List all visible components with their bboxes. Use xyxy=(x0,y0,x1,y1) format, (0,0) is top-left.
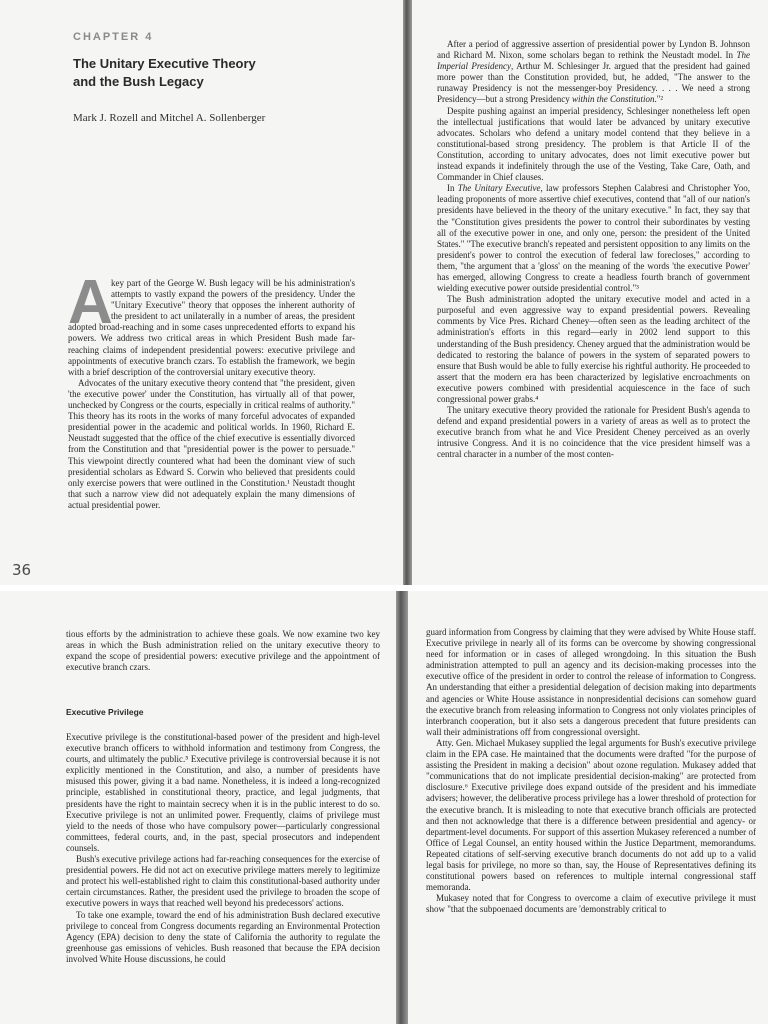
body-paragraph: Executive privilege is the constitutional-based power of the president and high-level executive branch officers to withhold information and testimony from Congress, the courts, and ultimately the public.⁵ Executive privilege is controversial because it is not explicitly mentioned in the Constitution, and also, a number of presidents have misused this power, giving it a bad name. Nonetheless, it is indeed a long-recognized principle, established in constitutional theory, practice, and legal judgments, that presidents have the right to maintain secrecy when it is in the public interest to do so. Executive privilege is not an unlimited power. Frequently, claims of privilege must yield to the needs of those who have compulsory power—particularly congressional committees, federal courts, and, in the past, special prosecutors and independent counsels. xyxy=(66,732,380,853)
page-bottom-right xyxy=(408,591,768,1024)
bottom-right-body xyxy=(426,627,756,915)
body-paragraph: guard information from Congress by claiming that they were advised by White House staff. Executive privilege in nearly all of its forms can be overcome by showing congressional need for information or in cases of alleged wrongdoing. In this situation the Bush administration attempted to pull an agency and its decision-making processes into the executive office of the president in order to control the release of information to Congress. An understanding that either a presidential delegation of decision making into departments and agencies or White House assistance in nonpresidential decisions can somehow guard the executive branch from releasing information to Congress not only violates principles of interbranch cooperation, but it also sets a dangerous precedent that future presidents can wall their administrations off from congressional oversight. xyxy=(426,627,756,737)
section-heading: Executive Privilege xyxy=(66,707,144,717)
paragraph-text: key part of the George W. Bush legacy will be his administration's attempts to vastly expand the powers of the presidency. Under the "Unitary Executive" theory that opposes the inherent authority of the president to act unilaterally in a number of areas, the president adopted broad-reaching and in some cases unprecedented efforts to expand his powers. We address two critical areas in which President Bush made far-reaching claims of independent presidential powers: executive privilege and appointments of executive branch czars. To establish the framework, we begin with a brief description of the controversial unitary executive theory. xyxy=(68,278,355,377)
paragraph-text: , law professors Stephen Calabresi and Christopher Yoo, leading proponents of more assertive chief executives, contend that "all of our nation's presidents have believed in the theory of the unitary executive." In fact, they say that the "Constitution gives presidents the power to control their subordinates by vesting all of the executive power in one, and only one, person: the president of the United States." "The executive branch's repeated and persistent opposition to any limits on the president's power to control the execution of federal law forecloses," according to them, "the argument that a 'gloss' on the meaning of the words 'the executive Power' has emerged, allowing Congress to create a headless fourth branch of government wielding executive power outside presidential control."³ xyxy=(437,183,750,294)
top-right-body xyxy=(437,39,750,461)
paragraph-text: , Arthur M. Schlesinger Jr. argued that the president had gained more power than the Constitution provided, but, he added, "The answer to the runaway Presidency is not the messenger-boy Presidency. . . . We need a strong Presidency—but a strong Presidency xyxy=(437,61,750,105)
book-title: The Unitary Executive xyxy=(457,183,541,194)
top-left-body xyxy=(68,278,355,511)
body-paragraph: To take one example, toward the end of his administration Bush declared executive privilege to conceal from Congress documents regarding an Environmental Protection Agency (EPA) decision to deny the state of California the authority to regulate the greenhouse gas emissions of vehicles. Bush reasoned that because the EPA decision involved White House discussions, he could xyxy=(66,909,380,964)
body-paragraph: Atty. Gen. Michael Mukasey supplied the legal arguments for Bush's executive privilege claim in the EPA case. He maintained that the documents were drafted "for the purpose of assisting the President in making a decision" about ozone regulation. Mukasey added that "communications that do not implicate presidential decision-making" are protected from disclosure.⁶ Executive privilege does expand outside of the president and his immediate advisers; however, the deliberative process privilege has a lower threshold of protection for the executive branch. It is misleading to note that executive branch officials are protected and then not acknowledge that there is a difference between presidential and agency- or department-level documents. For support of this assertion Mukasey referenced a number of Office of Legal Counsel, an entity housed within the Justice Department, memorandums. Repeated citations of self-serving executive branch documents do not add up to a valid legal basis for privilege, no more so than, say, the House of Representatives defining its constitutional powers based on references to multiple internal congressional staff memoranda. xyxy=(426,737,756,893)
body-paragraph: Bush's executive privilege actions had far-reaching consequences for the exercise of presidential powers. He did not act on executive privilege matters merely to legitimize and protect his well-established right to claim this constitutional-based authority under certain circumstances. Rather, the president used the privilege to broaden the scope of executive powers in ways that reached well beyond his predecessors' actions. xyxy=(66,854,380,909)
body-paragraph: The Bush administration adopted the unitary executive model and acted in a purposeful and even aggressive way to expand presidential powers. Revealing comments by Vice Pres. Richard Cheney—often seen as the leading architect of the administration's efforts in this regard—early in 2002 lend support to this understanding of the Bush presidency. Cheney argued that the administration would be dedicated to restoring the balance of powers in the system of separated powers to ensure that Bush would be able to fully exercise his rightful authority. He proceeded to assert that the modern era has been characterized by legislative encroachments on executive powers combined with presidential acquiescence in the face of such congressional power grabs.⁴ xyxy=(437,294,750,404)
bottom-left-intro xyxy=(66,629,380,673)
gutter-shadow-bottom xyxy=(396,591,408,1024)
paragraph-text: In xyxy=(447,183,458,194)
chapter-title xyxy=(73,55,333,91)
body-paragraph: Despite pushing against an imperial presidency, Schlesinger nonetheless left open the intellectual justifications that would later be advanced by unitary executive advocates. Scholars who defend a unitary model contend that they believe in a constitutional-based strong presidency. The problem is that Article II of the Constitution, according to unitary advocates, does not limit executive power but instead expands it indefinitely through the use of the Vesting, Take Care, Oath, and Commander in Chief clauses. xyxy=(437,105,750,183)
body-paragraph xyxy=(68,278,355,378)
bottom-left-body xyxy=(66,732,380,965)
body-paragraph xyxy=(437,39,750,106)
chapter-title-line2: and the Bush Legacy xyxy=(73,74,204,89)
book-title: The Imperial Presidency xyxy=(437,50,750,72)
body-paragraph: Advocates of the unitary executive theory contend that "the president, given 'the executive power' under the Constitution, has virtually all of that power, unchecked by Congress or the courts, especially in critical realms of authority." This theory has its roots in the works of many forceful advocates of expanded presidential power in the academic and political worlds. In 1960, Richard E. Neustadt suggested that the office of the chief executive is essentially divorced from the Constitution and that "presidential power is the power to persuade." This viewpoint directly countered what had been the dominant view of such presidential scholars as Edward S. Corwin who believed that presidents could only exercise powers that were outlined in the Constitution.¹ Neustadt thought that such a narrow view did not adequately explain the many dimensions of actual presidential power. xyxy=(68,377,355,510)
paragraph-text: ."² xyxy=(654,94,664,105)
chapter-authors: Mark J. Rozell and Mitchel A. Sollenberger xyxy=(73,112,266,124)
page-top-right xyxy=(412,0,768,585)
body-paragraph xyxy=(437,183,750,294)
paragraph-text: After a period of aggressive assertion of presidential power by Lyndon B. Johnson and Richard M. Nixon, some scholars began to rethink the Neustadt model. In xyxy=(437,39,750,61)
page-bottom-left xyxy=(0,591,396,1024)
drop-cap-spacer xyxy=(68,278,111,322)
chapter-label: CHAPTER 4 xyxy=(73,31,154,43)
handwritten-page-number: 36 xyxy=(12,561,32,579)
body-paragraph: Mukasey noted that for Congress to overcome a claim of executive privilege it must show "that the subpoenaed documents are 'demonstrably critical to xyxy=(426,893,756,915)
gutter-shadow-top xyxy=(403,0,412,585)
page-top-left xyxy=(0,0,403,585)
drop-cap-letter: A xyxy=(68,268,113,337)
chapter-title-line1: The Unitary Executive Theory xyxy=(73,56,256,71)
body-paragraph: The unitary executive theory provided the rationale for President Bush's agenda to defend and expand presidential powers in a variety of areas as well as to protect the executive branch from what he and Vice President Cheney perceived as an overly intrusive Congress. And it is no coincidence that the vice president himself was a central character in a number of the most conten- xyxy=(437,405,750,460)
emphasis-text: within the Constitution xyxy=(571,94,655,105)
body-paragraph: tious efforts by the administration to achieve these goals. We now examine two key areas in which the Bush administration relied on the unitary executive theory to expand the scope of presidential powers: executive privilege and the appointment of executive branch czars. xyxy=(66,629,380,673)
